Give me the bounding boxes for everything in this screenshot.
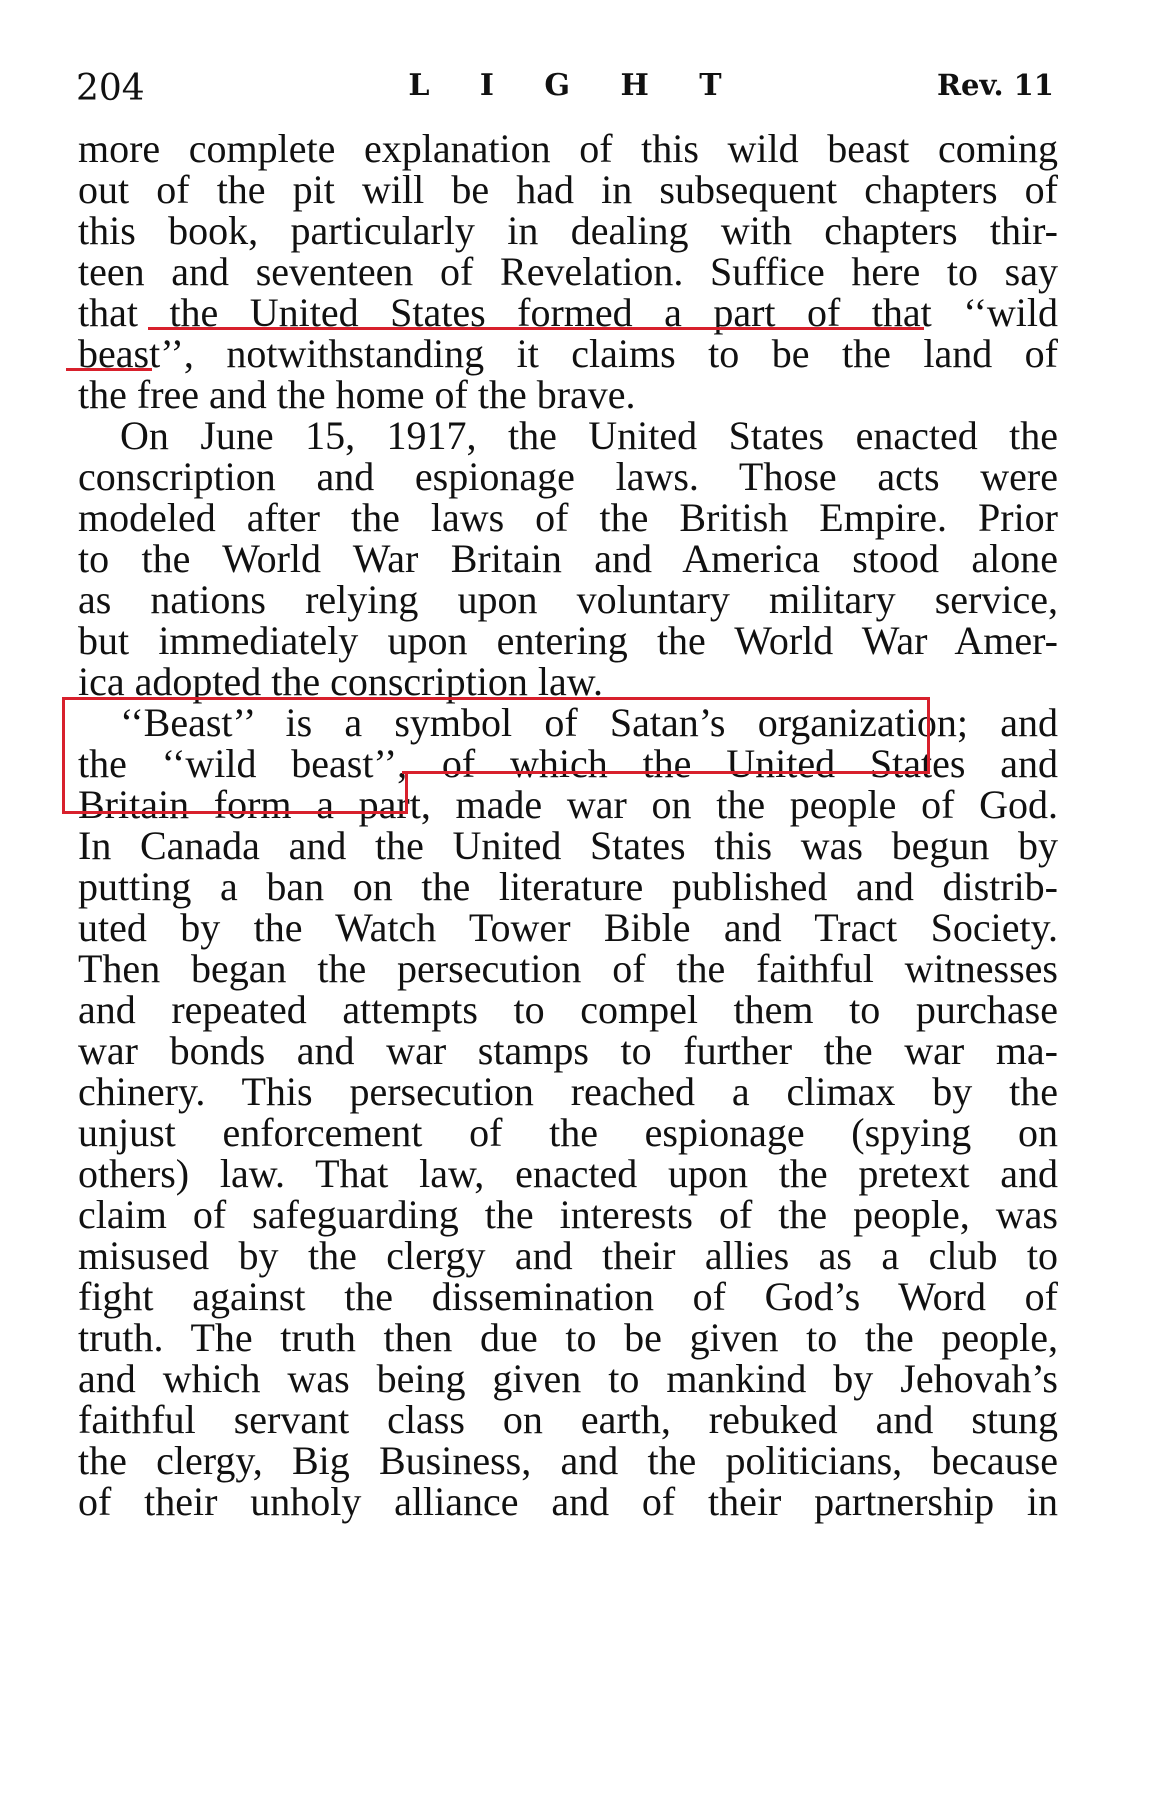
text-line: uted by the Watch Tower Bible and Tract Society. bbox=[78, 905, 1058, 950]
text-line: chinery. This persecution reached a climax by the bbox=[78, 1069, 1058, 1114]
red-highlight-box bbox=[62, 697, 930, 774]
text-line: ica adopted the conscription law. bbox=[78, 659, 603, 704]
text-line: of their unholy alliance and of their partnership in bbox=[78, 1479, 1058, 1524]
text-line: fight against the dissemination of God’s Word of bbox=[78, 1274, 1058, 1319]
red-highlight-box bbox=[62, 771, 408, 814]
text-line: to the World War Britain and America stood alone bbox=[78, 536, 1058, 581]
text-line: the ‘‘wild beast’’, of which the United States and bbox=[78, 741, 1058, 786]
text-line: that the United States formed a part of that ‘‘wild bbox=[78, 290, 1058, 335]
page-number: 204 bbox=[76, 68, 145, 109]
text-line: Britain form a part, made war on the people of God. bbox=[78, 782, 1058, 827]
text-line: beast’’, notwithstanding it claims to be the land of bbox=[78, 331, 1058, 376]
text-line: the clergy, Big Business, and the politicians, because bbox=[78, 1438, 1058, 1483]
running-title: L I G H T bbox=[408, 68, 742, 103]
text-line: teen and seventeen of Revelation. Suffice here to say bbox=[78, 249, 1058, 294]
text-line: but immediately upon entering the World War Amer- bbox=[78, 618, 1058, 663]
chapter-reference: Rev. 11 bbox=[936, 68, 1054, 102]
red-underline bbox=[66, 368, 152, 371]
text-line: and which was being given to mankind by Jehovah’s bbox=[78, 1356, 1058, 1401]
text-line: and repeated attempts to compel them to purchase bbox=[78, 987, 1058, 1032]
red-underline bbox=[148, 327, 924, 330]
text-line: out of the pit will be had in subsequent chapters of bbox=[78, 167, 1058, 212]
paragraph-first-line: ‘‘Beast’’ is a symbol of Satan’s organization; and bbox=[120, 700, 1058, 745]
text-line: truth. The truth then due to be given to the people, bbox=[78, 1315, 1058, 1360]
text-line: In Canada and the United States this was begun by bbox=[78, 823, 1058, 868]
red-highlight-box bbox=[402, 771, 927, 774]
text-line: putting a ban on the literature published and distrib- bbox=[78, 864, 1058, 909]
text-line: unjust enforcement of the espionage (spying on bbox=[78, 1110, 1058, 1155]
text-line: faithful servant class on earth, rebuked and stung bbox=[78, 1397, 1058, 1442]
text-line: the free and the home of the brave. bbox=[78, 372, 636, 417]
text-line: claim of safeguarding the interests of the people, was bbox=[78, 1192, 1058, 1237]
text-line: this book, particularly in dealing with chapters thir- bbox=[78, 208, 1058, 253]
text-line: misused by the clergy and their allies as a club to bbox=[78, 1233, 1058, 1278]
text-line: Then began the persecution of the faithful witnesses bbox=[78, 946, 1058, 991]
text-line: as nations relying upon voluntary military service, bbox=[78, 577, 1058, 622]
paragraph-first-line: On June 15, 1917, the United States enacted the bbox=[120, 413, 1058, 458]
text-line: more complete explanation of this wild beast coming bbox=[78, 126, 1058, 171]
text-line: conscription and espionage laws. Those acts were bbox=[78, 454, 1058, 499]
text-line: war bonds and war stamps to further the war ma- bbox=[78, 1028, 1058, 1073]
text-line: others) law. That law, enacted upon the pretext and bbox=[78, 1151, 1058, 1196]
text-line: modeled after the laws of the British Empire. Prior bbox=[78, 495, 1058, 540]
